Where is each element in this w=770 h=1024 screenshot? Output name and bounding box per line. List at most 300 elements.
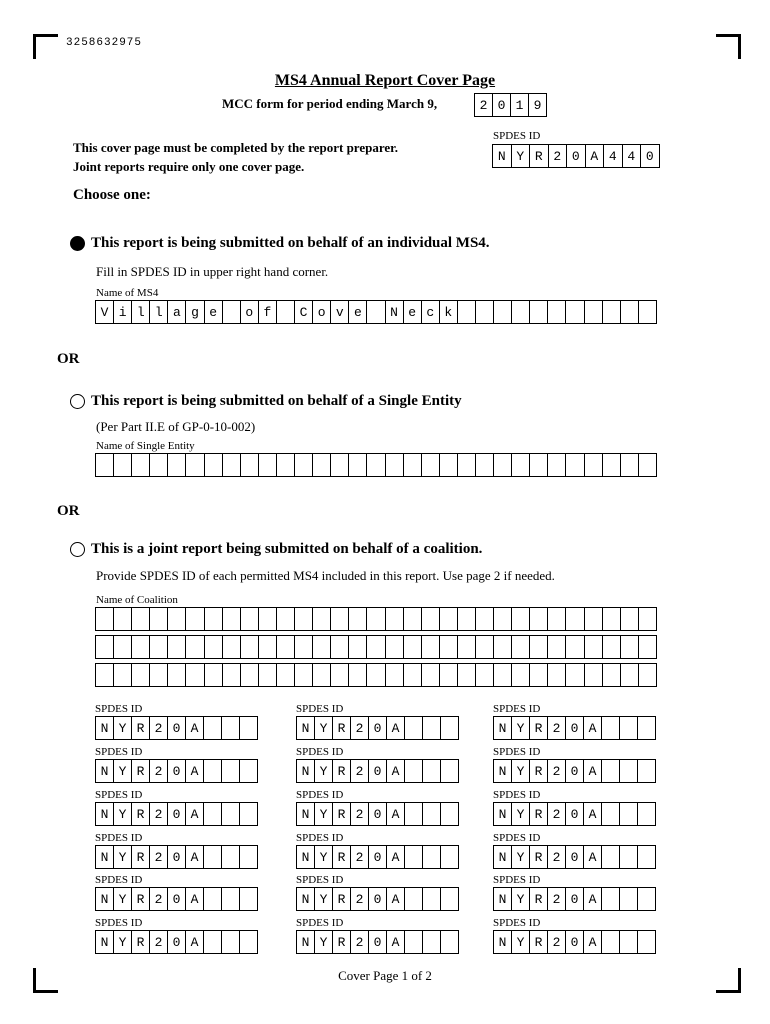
- char-box[interactable]: [529, 663, 548, 687]
- char-box[interactable]: [601, 845, 620, 869]
- char-box[interactable]: [421, 663, 440, 687]
- char-box[interactable]: [113, 663, 132, 687]
- char-box[interactable]: [185, 635, 204, 659]
- char-box[interactable]: [602, 607, 621, 631]
- char-box[interactable]: [294, 663, 313, 687]
- char-box[interactable]: A: [386, 930, 405, 954]
- char-box[interactable]: e: [348, 300, 367, 324]
- coalition-spdes-field-1-1[interactable]: [95, 716, 258, 740]
- char-box[interactable]: [366, 663, 385, 687]
- char-box[interactable]: [637, 930, 656, 954]
- char-box[interactable]: [385, 635, 404, 659]
- char-box[interactable]: [584, 635, 603, 659]
- char-box[interactable]: R: [529, 716, 548, 740]
- coalition-name-row-2[interactable]: [95, 635, 657, 659]
- char-box[interactable]: Y: [113, 845, 132, 869]
- char-box[interactable]: [403, 453, 422, 477]
- char-box[interactable]: 0: [565, 930, 584, 954]
- char-box[interactable]: [601, 802, 620, 826]
- char-box[interactable]: 0: [167, 887, 186, 911]
- char-box[interactable]: [565, 453, 584, 477]
- char-box[interactable]: [638, 607, 657, 631]
- char-box[interactable]: [185, 663, 204, 687]
- coalition-spdes-field-6-2[interactable]: [296, 930, 459, 954]
- char-box[interactable]: 0: [565, 716, 584, 740]
- char-box[interactable]: A: [583, 802, 602, 826]
- char-box[interactable]: [619, 930, 638, 954]
- char-box[interactable]: [221, 930, 240, 954]
- char-box[interactable]: A: [583, 930, 602, 954]
- char-box[interactable]: [203, 759, 222, 783]
- char-box[interactable]: [348, 635, 367, 659]
- coalition-spdes-field-5-1[interactable]: [95, 887, 258, 911]
- char-box[interactable]: [620, 453, 639, 477]
- char-box[interactable]: Y: [113, 716, 132, 740]
- char-box[interactable]: 2: [547, 930, 566, 954]
- char-box[interactable]: N: [493, 716, 512, 740]
- char-box[interactable]: [547, 300, 566, 324]
- char-box[interactable]: [294, 453, 313, 477]
- char-box[interactable]: [149, 635, 168, 659]
- char-box[interactable]: o: [240, 300, 259, 324]
- char-box[interactable]: 2: [474, 93, 493, 117]
- char-box[interactable]: [385, 663, 404, 687]
- char-box[interactable]: 0: [167, 759, 186, 783]
- char-box[interactable]: A: [386, 759, 405, 783]
- char-box[interactable]: [602, 635, 621, 659]
- char-box[interactable]: R: [332, 845, 351, 869]
- char-box[interactable]: N: [493, 845, 512, 869]
- char-box[interactable]: N: [296, 716, 315, 740]
- char-box[interactable]: N: [95, 930, 114, 954]
- char-box[interactable]: [312, 453, 331, 477]
- char-box[interactable]: [493, 300, 512, 324]
- char-box[interactable]: [637, 716, 656, 740]
- char-box[interactable]: [240, 453, 259, 477]
- char-box[interactable]: [547, 663, 566, 687]
- coalition-name-row-3[interactable]: [95, 663, 657, 687]
- char-box[interactable]: 0: [565, 802, 584, 826]
- period-year-field[interactable]: [474, 93, 547, 117]
- char-box[interactable]: Y: [511, 144, 531, 168]
- char-box[interactable]: [167, 453, 186, 477]
- char-box[interactable]: [475, 635, 494, 659]
- char-box[interactable]: [131, 663, 150, 687]
- char-box[interactable]: [167, 635, 186, 659]
- char-box[interactable]: A: [583, 887, 602, 911]
- char-box[interactable]: [404, 887, 423, 911]
- char-box[interactable]: [457, 607, 476, 631]
- char-box[interactable]: 2: [350, 802, 369, 826]
- char-box[interactable]: k: [439, 300, 458, 324]
- char-box[interactable]: [440, 759, 459, 783]
- char-box[interactable]: [422, 845, 441, 869]
- char-box[interactable]: [421, 453, 440, 477]
- char-box[interactable]: [440, 887, 459, 911]
- char-box[interactable]: [276, 663, 295, 687]
- char-box[interactable]: [330, 635, 349, 659]
- char-box[interactable]: N: [296, 930, 315, 954]
- char-box[interactable]: 0: [566, 144, 586, 168]
- char-box[interactable]: A: [386, 802, 405, 826]
- char-box[interactable]: [601, 930, 620, 954]
- char-box[interactable]: R: [131, 802, 150, 826]
- name-of-ms4-field[interactable]: [95, 300, 657, 324]
- coalition-spdes-field-2-1[interactable]: [95, 759, 258, 783]
- char-box[interactable]: N: [492, 144, 512, 168]
- char-box[interactable]: [439, 663, 458, 687]
- char-box[interactable]: A: [185, 716, 204, 740]
- char-box[interactable]: o: [312, 300, 331, 324]
- char-box[interactable]: 0: [167, 802, 186, 826]
- char-box[interactable]: Y: [314, 930, 333, 954]
- char-box[interactable]: [493, 453, 512, 477]
- char-box[interactable]: [240, 607, 259, 631]
- char-box[interactable]: 0: [565, 845, 584, 869]
- char-box[interactable]: [348, 453, 367, 477]
- char-box[interactable]: [584, 663, 603, 687]
- char-box[interactable]: [602, 300, 621, 324]
- char-box[interactable]: 2: [149, 716, 168, 740]
- char-box[interactable]: i: [113, 300, 132, 324]
- char-box[interactable]: [422, 716, 441, 740]
- char-box[interactable]: N: [296, 845, 315, 869]
- char-box[interactable]: [440, 802, 459, 826]
- coalition-spdes-field-3-2[interactable]: [296, 802, 459, 826]
- coalition-spdes-field-2-3[interactable]: [493, 759, 656, 783]
- coalition-spdes-field-1-3[interactable]: [493, 716, 656, 740]
- char-box[interactable]: 2: [548, 144, 568, 168]
- char-box[interactable]: [203, 930, 222, 954]
- char-box[interactable]: [457, 635, 476, 659]
- char-box[interactable]: [493, 635, 512, 659]
- char-box[interactable]: [584, 453, 603, 477]
- char-box[interactable]: R: [529, 144, 549, 168]
- char-box[interactable]: R: [332, 759, 351, 783]
- char-box[interactable]: A: [386, 887, 405, 911]
- char-box[interactable]: N: [296, 759, 315, 783]
- char-box[interactable]: [475, 300, 494, 324]
- char-box[interactable]: [620, 663, 639, 687]
- char-box[interactable]: [619, 845, 638, 869]
- char-box[interactable]: A: [583, 845, 602, 869]
- char-box[interactable]: g: [185, 300, 204, 324]
- coalition-spdes-field-6-3[interactable]: [493, 930, 656, 954]
- char-box[interactable]: [602, 453, 621, 477]
- char-box[interactable]: Y: [511, 930, 530, 954]
- char-box[interactable]: R: [529, 759, 548, 783]
- char-box[interactable]: [511, 635, 530, 659]
- char-box[interactable]: [167, 663, 186, 687]
- char-box[interactable]: [439, 635, 458, 659]
- char-box[interactable]: [258, 453, 277, 477]
- char-box[interactable]: 2: [547, 887, 566, 911]
- char-box[interactable]: 0: [565, 759, 584, 783]
- char-box[interactable]: [276, 300, 295, 324]
- char-box[interactable]: [348, 607, 367, 631]
- char-box[interactable]: [221, 887, 240, 911]
- char-box[interactable]: 2: [149, 802, 168, 826]
- char-box[interactable]: 0: [640, 144, 660, 168]
- char-box[interactable]: [222, 300, 241, 324]
- char-box[interactable]: v: [330, 300, 349, 324]
- char-box[interactable]: [638, 635, 657, 659]
- char-box[interactable]: [439, 453, 458, 477]
- char-box[interactable]: [203, 802, 222, 826]
- char-box[interactable]: 2: [547, 716, 566, 740]
- char-box[interactable]: Y: [314, 802, 333, 826]
- char-box[interactable]: [312, 607, 331, 631]
- char-box[interactable]: [440, 930, 459, 954]
- char-box[interactable]: [221, 845, 240, 869]
- char-box[interactable]: 0: [167, 930, 186, 954]
- char-box[interactable]: [240, 635, 259, 659]
- char-box[interactable]: [638, 663, 657, 687]
- char-box[interactable]: [440, 845, 459, 869]
- char-box[interactable]: [131, 607, 150, 631]
- char-box[interactable]: [294, 635, 313, 659]
- char-box[interactable]: [619, 716, 638, 740]
- char-box[interactable]: [222, 453, 241, 477]
- char-box[interactable]: [565, 300, 584, 324]
- char-box[interactable]: e: [403, 300, 422, 324]
- char-box[interactable]: [457, 453, 476, 477]
- char-box[interactable]: [422, 930, 441, 954]
- char-box[interactable]: [620, 300, 639, 324]
- char-box[interactable]: 0: [368, 930, 387, 954]
- char-box[interactable]: [185, 453, 204, 477]
- char-box[interactable]: [620, 607, 639, 631]
- char-box[interactable]: [602, 663, 621, 687]
- char-box[interactable]: [475, 663, 494, 687]
- char-box[interactable]: N: [95, 759, 114, 783]
- char-box[interactable]: [366, 453, 385, 477]
- char-box[interactable]: [294, 607, 313, 631]
- char-box[interactable]: Y: [511, 887, 530, 911]
- option-single-entity[interactable]: [70, 393, 462, 410]
- char-box[interactable]: [619, 802, 638, 826]
- char-box[interactable]: Y: [314, 759, 333, 783]
- char-box[interactable]: 2: [149, 845, 168, 869]
- char-box[interactable]: N: [493, 759, 512, 783]
- char-box[interactable]: [403, 607, 422, 631]
- char-box[interactable]: [637, 802, 656, 826]
- coalition-spdes-field-6-1[interactable]: [95, 930, 258, 954]
- char-box[interactable]: [529, 607, 548, 631]
- char-box[interactable]: l: [149, 300, 168, 324]
- char-box[interactable]: A: [185, 802, 204, 826]
- char-box[interactable]: [421, 635, 440, 659]
- coalition-name-row-1[interactable]: [95, 607, 657, 631]
- char-box[interactable]: [511, 300, 530, 324]
- char-box[interactable]: 2: [350, 716, 369, 740]
- char-box[interactable]: [149, 663, 168, 687]
- char-box[interactable]: Y: [314, 716, 333, 740]
- char-box[interactable]: [258, 607, 277, 631]
- coalition-spdes-field-5-2[interactable]: [296, 887, 459, 911]
- char-box[interactable]: [330, 453, 349, 477]
- char-box[interactable]: [637, 759, 656, 783]
- char-box[interactable]: R: [529, 845, 548, 869]
- char-box[interactable]: [493, 607, 512, 631]
- char-box[interactable]: 0: [368, 845, 387, 869]
- char-box[interactable]: l: [131, 300, 150, 324]
- name-of-single-entity-field[interactable]: [95, 453, 657, 477]
- char-box[interactable]: [404, 759, 423, 783]
- char-box[interactable]: [203, 887, 222, 911]
- char-box[interactable]: [366, 300, 385, 324]
- char-box[interactable]: [403, 663, 422, 687]
- char-box[interactable]: [330, 607, 349, 631]
- char-box[interactable]: 0: [368, 887, 387, 911]
- char-box[interactable]: [511, 663, 530, 687]
- char-box[interactable]: Y: [511, 759, 530, 783]
- char-box[interactable]: [113, 607, 132, 631]
- char-box[interactable]: [149, 607, 168, 631]
- char-box[interactable]: [547, 607, 566, 631]
- spdes-id-field[interactable]: [492, 144, 660, 168]
- char-box[interactable]: [222, 635, 241, 659]
- char-box[interactable]: [529, 300, 548, 324]
- char-box[interactable]: 0: [368, 759, 387, 783]
- char-box[interactable]: [276, 635, 295, 659]
- char-box[interactable]: [457, 300, 476, 324]
- char-box[interactable]: R: [332, 887, 351, 911]
- char-box[interactable]: 0: [565, 887, 584, 911]
- char-box[interactable]: [204, 635, 223, 659]
- char-box[interactable]: N: [95, 802, 114, 826]
- char-box[interactable]: [601, 716, 620, 740]
- coalition-spdes-field-5-3[interactable]: [493, 887, 656, 911]
- char-box[interactable]: [203, 845, 222, 869]
- radio-joint-report[interactable]: [70, 542, 85, 557]
- char-box[interactable]: R: [529, 802, 548, 826]
- char-box[interactable]: [204, 453, 223, 477]
- char-box[interactable]: [421, 607, 440, 631]
- char-box[interactable]: [620, 635, 639, 659]
- char-box[interactable]: [258, 663, 277, 687]
- char-box[interactable]: Y: [113, 930, 132, 954]
- char-box[interactable]: 2: [350, 887, 369, 911]
- char-box[interactable]: N: [296, 802, 315, 826]
- char-box[interactable]: [439, 607, 458, 631]
- char-box[interactable]: 0: [492, 93, 511, 117]
- char-box[interactable]: [95, 453, 114, 477]
- char-box[interactable]: a: [167, 300, 186, 324]
- char-box[interactable]: 2: [149, 887, 168, 911]
- char-box[interactable]: 2: [350, 930, 369, 954]
- char-box[interactable]: 2: [350, 845, 369, 869]
- char-box[interactable]: [222, 607, 241, 631]
- char-box[interactable]: 2: [547, 759, 566, 783]
- char-box[interactable]: 1: [510, 93, 529, 117]
- coalition-spdes-field-2-2[interactable]: [296, 759, 459, 783]
- char-box[interactable]: [222, 663, 241, 687]
- char-box[interactable]: R: [529, 930, 548, 954]
- char-box[interactable]: [348, 663, 367, 687]
- char-box[interactable]: f: [258, 300, 277, 324]
- char-box[interactable]: [637, 845, 656, 869]
- char-box[interactable]: N: [95, 716, 114, 740]
- char-box[interactable]: [404, 802, 423, 826]
- char-box[interactable]: [404, 930, 423, 954]
- char-box[interactable]: [422, 759, 441, 783]
- char-box[interactable]: [440, 716, 459, 740]
- char-box[interactable]: [422, 887, 441, 911]
- char-box[interactable]: [312, 635, 331, 659]
- char-box[interactable]: N: [296, 887, 315, 911]
- char-box[interactable]: A: [386, 716, 405, 740]
- char-box[interactable]: [239, 845, 258, 869]
- radio-individual[interactable]: [70, 236, 85, 251]
- char-box[interactable]: [547, 635, 566, 659]
- char-box[interactable]: [637, 887, 656, 911]
- char-box[interactable]: 0: [368, 716, 387, 740]
- char-box[interactable]: A: [185, 930, 204, 954]
- coalition-spdes-field-3-1[interactable]: [95, 802, 258, 826]
- char-box[interactable]: [638, 453, 657, 477]
- char-box[interactable]: e: [204, 300, 223, 324]
- char-box[interactable]: [204, 607, 223, 631]
- char-box[interactable]: [239, 802, 258, 826]
- char-box[interactable]: A: [185, 887, 204, 911]
- char-box[interactable]: [276, 453, 295, 477]
- char-box[interactable]: R: [131, 930, 150, 954]
- coalition-spdes-field-4-1[interactable]: [95, 845, 258, 869]
- char-box[interactable]: [221, 716, 240, 740]
- char-box[interactable]: V: [95, 300, 114, 324]
- char-box[interactable]: [95, 663, 114, 687]
- char-box[interactable]: R: [131, 845, 150, 869]
- char-box[interactable]: [422, 802, 441, 826]
- char-box[interactable]: [547, 453, 566, 477]
- char-box[interactable]: 2: [149, 759, 168, 783]
- coalition-spdes-field-4-2[interactable]: [296, 845, 459, 869]
- char-box[interactable]: N: [95, 887, 114, 911]
- char-box[interactable]: 2: [350, 759, 369, 783]
- char-box[interactable]: C: [294, 300, 313, 324]
- char-box[interactable]: [493, 663, 512, 687]
- char-box[interactable]: 0: [167, 845, 186, 869]
- char-box[interactable]: [330, 663, 349, 687]
- char-box[interactable]: R: [131, 759, 150, 783]
- char-box[interactable]: Y: [511, 802, 530, 826]
- char-box[interactable]: [203, 716, 222, 740]
- char-box[interactable]: [366, 607, 385, 631]
- char-box[interactable]: [584, 607, 603, 631]
- char-box[interactable]: [239, 759, 258, 783]
- char-box[interactable]: R: [332, 930, 351, 954]
- coalition-spdes-field-1-2[interactable]: [296, 716, 459, 740]
- option-joint-report[interactable]: [70, 541, 482, 558]
- char-box[interactable]: [565, 607, 584, 631]
- char-box[interactable]: c: [421, 300, 440, 324]
- char-box[interactable]: Y: [314, 845, 333, 869]
- char-box[interactable]: A: [185, 759, 204, 783]
- char-box[interactable]: Y: [511, 716, 530, 740]
- coalition-spdes-field-3-3[interactable]: [493, 802, 656, 826]
- char-box[interactable]: [529, 635, 548, 659]
- char-box[interactable]: [149, 453, 168, 477]
- char-box[interactable]: [511, 453, 530, 477]
- char-box[interactable]: [312, 663, 331, 687]
- char-box[interactable]: [221, 802, 240, 826]
- char-box[interactable]: [95, 607, 114, 631]
- char-box[interactable]: 2: [547, 845, 566, 869]
- char-box[interactable]: 0: [368, 802, 387, 826]
- char-box[interactable]: [601, 887, 620, 911]
- char-box[interactable]: 9: [528, 93, 547, 117]
